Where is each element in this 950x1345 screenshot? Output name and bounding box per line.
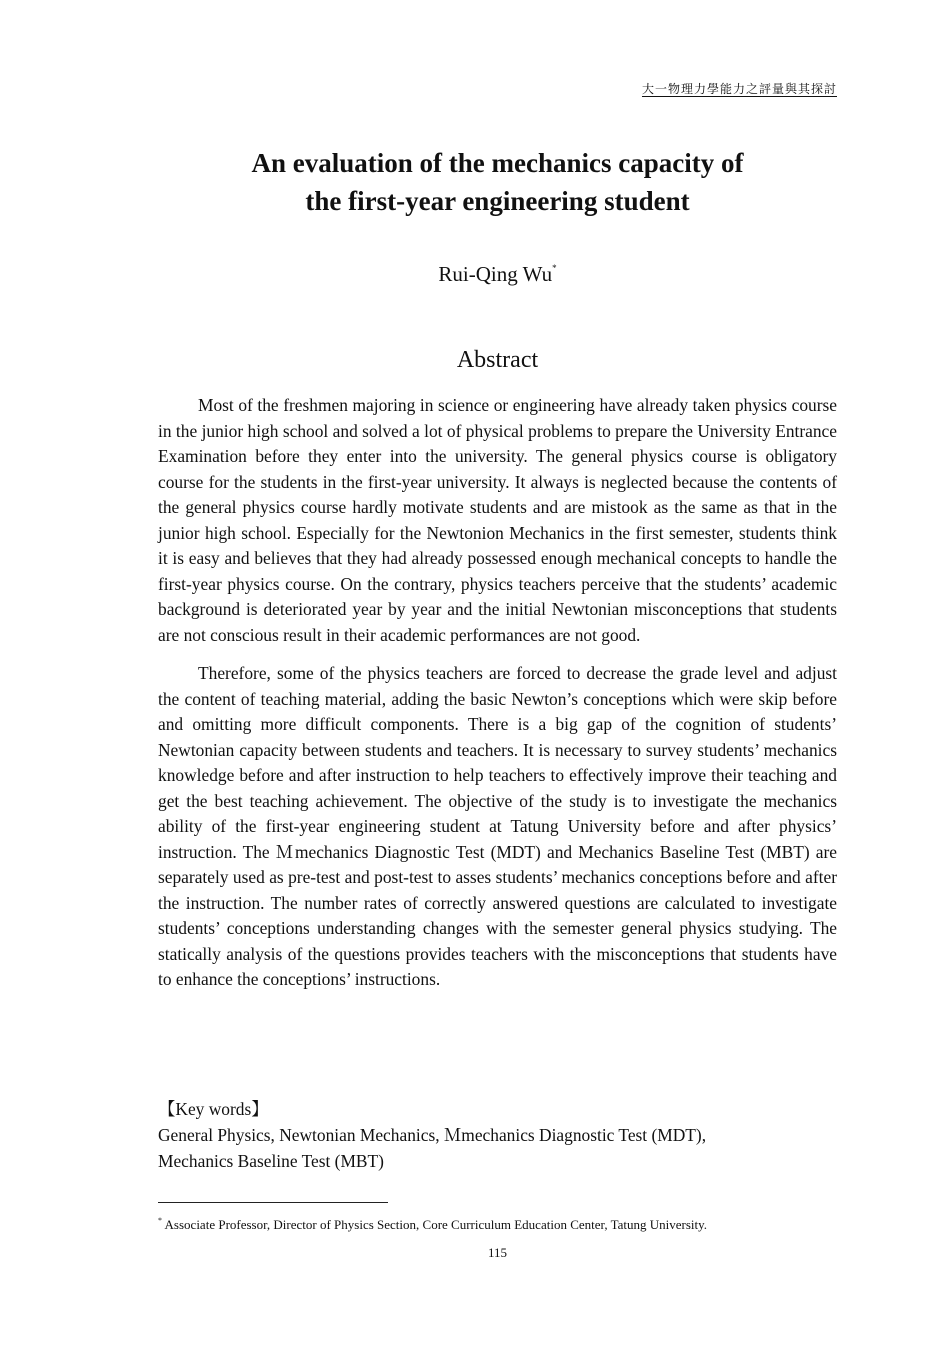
keywords-label: 【Key words】 <box>158 1099 269 1119</box>
footnote-text: Associate Professor, Director of Physics Section, Core Curriculum Education Center, Tatung University. <box>164 1217 708 1232</box>
author-footnote-mark: * <box>552 263 557 273</box>
footnote-mark: * <box>158 1216 162 1225</box>
keywords-section <box>158 1096 837 1174</box>
title-line-2: the first-year engineering student <box>305 186 690 216</box>
footnote <box>158 1212 858 1234</box>
page-number: 115 <box>487 1245 508 1260</box>
footnote-divider <box>158 1202 388 1203</box>
abstract-paragraph-1: Most of the freshmen majoring in science or engineering have already taken physics course in the junior high school and solved a lot of physical problems to prepare the University Entrance Examination before they enter into the university. The general physics course is obligatory course for the students in the first-year university. It always is neglected because the contents of the general physics course hardly motivate students and are mistook as the same as that in the junior high school. Especially for the Newtonion Mechanics in the first semester, students think it is easy and believes that they had already possessed enough mechanical concepts to handle the first-year physics course. On the contrary, physics teachers perceive that the students’ academic background is deteriorated year by year and the initial Newtonian misconceptions that students are not conscious result in their academic performances are not good. <box>158 395 837 645</box>
abstract-paragraph-2: Therefore, some of the physics teachers are forced to decrease the grade level and adjust the content of teaching material, adding the basic Newton’s conceptions which were skip before and omitting more difficult components. There is a big gap of the cognition of students’ Newtonian capacity between students and teachers. It is necessary to survey students’ mechanics knowledge before and after instruction to help teachers to effectively improve their teaching and get the best teaching achievement. The objective of the study is to investigate the mechanics ability of the first-year engineering student at Tatung University before and after physics’ instruction. The Ｍmechanics Diagnostic Test (MDT) and Mechanics Baseline Test (MBT) are separately used as pre-test and post-test to asses students’ mechanics conceptions before and after the instruction. The number rates of correctly answered questions are calculated to investigate students’ conceptions understanding changes with the semester general physics studying. The statically analysis of the questions provides teachers with the misconceptions that students have to enhance the conceptions’ instructions. <box>158 663 837 989</box>
keywords-line-2: Mechanics Baseline Test (MBT) <box>158 1151 384 1171</box>
title-line-1: An evaluation of the mechanics capacity of <box>251 148 744 178</box>
abstract-heading: Abstract <box>456 347 539 373</box>
abstract-body <box>158 393 837 1006</box>
author-line <box>158 262 837 287</box>
running-header: 大一物理力學能力之評量與其探討 <box>641 82 837 96</box>
author-name: Rui-Qing Wu <box>438 262 553 286</box>
paper-title <box>158 144 837 220</box>
keywords-line-1: General Physics, Newtonian Mechanics, Ｍmechanics Diagnostic Test (MDT), <box>158 1125 707 1145</box>
